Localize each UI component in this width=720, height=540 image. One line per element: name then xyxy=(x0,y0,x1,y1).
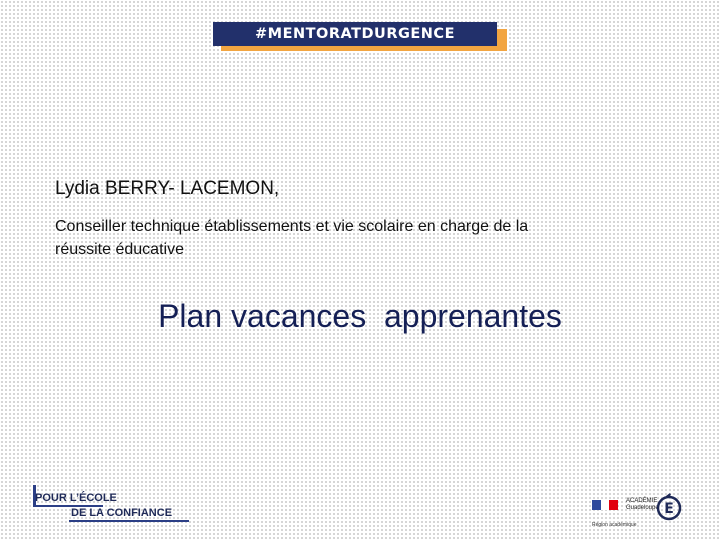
flag-white xyxy=(601,500,610,510)
presenter-name: Lydia BERRY- LACEMON, xyxy=(55,178,280,199)
flag-red xyxy=(609,500,618,510)
academie-name-line1: ACADÉMIE xyxy=(626,498,658,504)
ecole-logo-line1: POUR L’ÉCOLE xyxy=(35,492,117,504)
french-flag-icon xyxy=(592,500,618,510)
presenter-role-line: réussite éducative xyxy=(55,241,184,258)
emblem-letter: E xyxy=(664,501,674,517)
banner-box xyxy=(213,22,497,46)
hashtag-text: #MENTORATDURGENCE xyxy=(255,26,455,42)
logo-bar xyxy=(69,520,189,522)
academie-name-line2: Guadeloupe xyxy=(626,505,659,511)
slide-title: Plan vacances apprenantes xyxy=(158,298,562,334)
ecole-logo-line2: DE LA CONFIANCE xyxy=(71,507,173,519)
ecole-de-la-confiance-logo xyxy=(33,485,193,535)
academie-region: Région académique xyxy=(592,522,637,528)
presenter-role xyxy=(55,215,665,261)
education-nationale-emblem-icon xyxy=(654,492,684,522)
hashtag-banner xyxy=(213,22,509,54)
presenter-role-line: Conseiller technique établissements et vie scolaire en charge de la xyxy=(55,218,529,235)
flag-blue xyxy=(592,500,601,510)
academie-guadeloupe-logo xyxy=(588,490,688,536)
